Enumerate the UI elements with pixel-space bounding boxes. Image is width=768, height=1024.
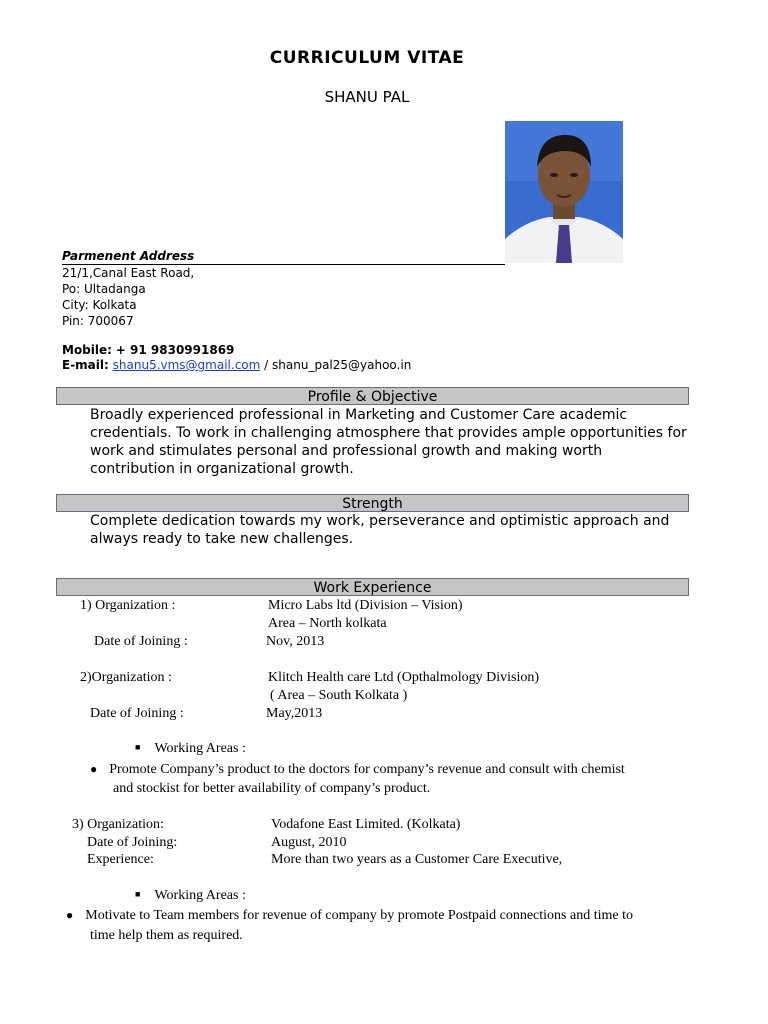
address-line: City: Kolkata: [62, 298, 137, 312]
square-bullet-icon: ■: [135, 889, 141, 899]
org3-label: 3) Organization:: [72, 817, 164, 832]
org3-bullet: [66, 908, 633, 924]
org3-exp-label: Experience:: [87, 852, 154, 867]
email-primary-link[interactable]: shanu5.vms@gmail.com: [112, 358, 261, 372]
email-row: [62, 358, 411, 372]
mobile-label: Mobile:: [62, 343, 112, 357]
org1-doj-label: Date of Joining :: [94, 634, 188, 649]
section-header-work: Work Experience: [56, 578, 689, 596]
org3-value: Vodafone East Limited. (Kolkata): [271, 817, 461, 832]
address-heading: Parmenent Address: [62, 249, 505, 265]
org2-area: ( Area – South Kolkata ): [270, 688, 408, 703]
email-secondary: shanu_pal25@yahoo.in: [272, 358, 412, 372]
address-line: Pin: 700067: [62, 314, 134, 328]
org3-doj-label: Date of Joining:: [87, 835, 178, 850]
bullet-text: Motivate to Team members for revenue of company by promote Postpaid connections and time to: [85, 908, 633, 923]
org2-bullet: [90, 762, 625, 778]
profile-photo: [505, 121, 623, 263]
org2-label: 2)Organization :: [80, 670, 172, 685]
working-areas-label: Working Areas :: [154, 888, 246, 903]
person-photo-icon: [505, 121, 623, 263]
round-bullet-icon: ●: [66, 908, 74, 922]
org2-doj-label: Date of Joining :: [90, 706, 184, 721]
email-separator: /: [264, 358, 269, 372]
section-header-profile: Profile & Objective: [56, 387, 689, 405]
org3-working-areas: [135, 888, 246, 904]
address-line: 21/1,Canal East Road,: [62, 266, 195, 280]
working-areas-label: Working Areas :: [154, 741, 246, 756]
section-header-strength: Strength: [56, 494, 689, 512]
org2-value: Klitch Health care Ltd (Opthalmology Division): [268, 670, 539, 685]
profile-text: Broadly experienced professional in Marketing and Customer Care academic credentials. To work in challenging atmosphere that provides ample opportunities for work and stimulates personal and professional growth and making worth contribution in organizational growth.: [90, 407, 687, 477]
org3-doj-value: August, 2010: [271, 835, 347, 850]
org2-doj-value: May,2013: [266, 706, 323, 721]
address-line: Po: Ultadanga: [62, 282, 146, 296]
org3-bullet-continuation: time help them as required.: [90, 928, 243, 943]
org2-working-areas: [135, 741, 246, 757]
org1-area: Area – North kolkata: [268, 616, 387, 631]
mobile-row: [62, 343, 234, 357]
org1-value: Micro Labs ltd (Division – Vision): [268, 598, 463, 613]
round-bullet-icon: ●: [90, 762, 98, 776]
document-title: CURRICULUM VITAE: [269, 48, 465, 68]
strength-text: Complete dedication towards my work, perseverance and optimistic approach and always ready to take new challenges.: [90, 513, 670, 547]
org1-doj-value: Nov, 2013: [266, 634, 325, 649]
email-label: E-mail:: [62, 358, 109, 372]
org2-bullet-continuation: and stockist for better availability of company’s product.: [113, 781, 431, 796]
org3-exp-value: More than two years as a Customer Care Executive,: [271, 852, 563, 867]
mobile-value: + 91 9830991869: [115, 343, 235, 357]
candidate-name: SHANU PAL: [324, 88, 410, 106]
org1-label: 1) Organization :: [80, 598, 176, 613]
bullet-text: Promote Company’s product to the doctors for company’s revenue and consult with chemist: [109, 762, 625, 777]
square-bullet-icon: ■: [135, 742, 141, 752]
